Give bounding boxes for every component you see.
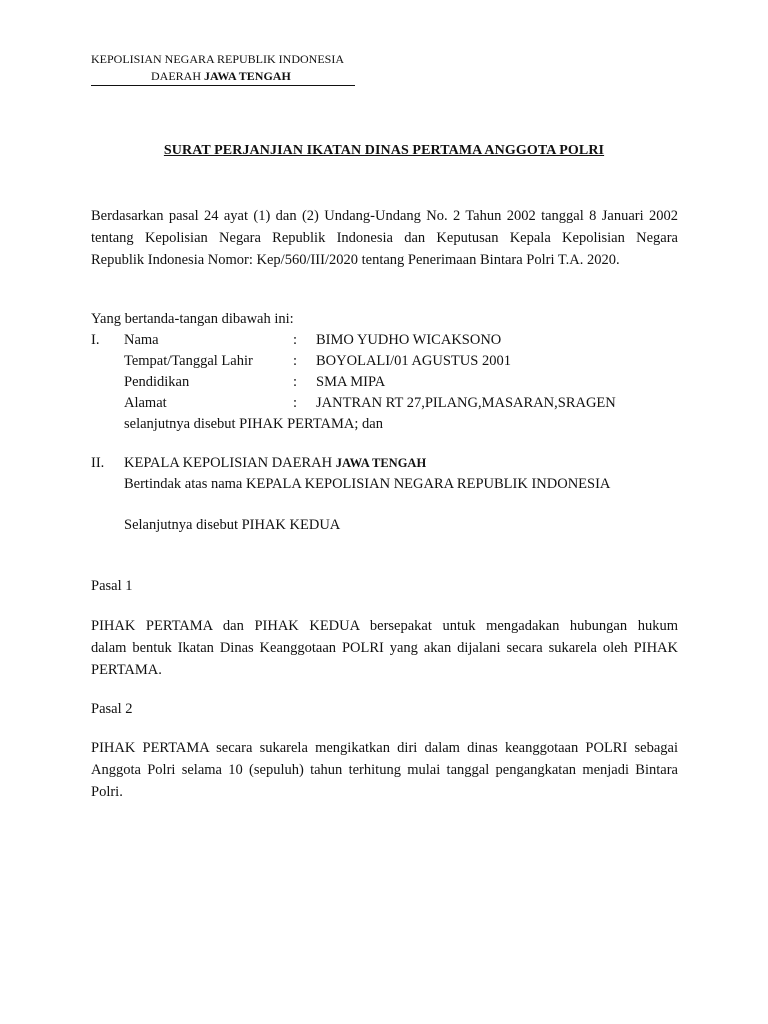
pasal-2-heading: Pasal 2	[91, 701, 133, 717]
field-label: Nama	[124, 332, 159, 348]
party-two-acting: Bertindak atas nama KEPALA KEPOLISIAN NEGARA REPUBLIK INDONESIA	[124, 476, 611, 492]
party-two-closing: Selanjutnya disebut PIHAK KEDUA	[124, 517, 341, 533]
party-two-title-row	[91, 453, 691, 474]
field-colon: :	[293, 353, 298, 369]
party-one-closing: selanjutnya disebut PIHAK PERTAMA; dan	[124, 416, 383, 432]
field-label: Alamat	[124, 395, 167, 411]
pasal-1-line-3: PERTAMA.	[91, 662, 162, 678]
party-two-acting-row	[91, 474, 691, 495]
pasal-2-line-2: Anggota Polri selama 10 (sepuluh) tahun terhitung mulai tanggal pengangkatan menjadi Bintara	[91, 762, 678, 778]
pasal-1-line-2: dalam bentuk Ikatan Dinas Keanggotaan POLRI yang akan dijalani secara sukarela oleh PIHAK	[91, 640, 678, 656]
pasal-1-paragraph	[91, 615, 678, 681]
field-colon: :	[293, 332, 298, 348]
party-two-region: JAWA TENGAH	[335, 456, 427, 470]
party-one-birth-row	[91, 351, 691, 372]
party-one-address-row	[91, 393, 691, 414]
document-title: SURAT PERJANJIAN IKATAN DINAS PERTAMA ANGGOTA POLRI	[163, 143, 605, 158]
party-one-closing-row	[91, 414, 691, 435]
letterhead-region-name: JAWA TENGAH	[204, 69, 291, 83]
party-one-block	[91, 330, 691, 435]
party-two-closing-row	[91, 515, 691, 536]
field-value: JANTRAN RT 27,PILANG,MASARAN,SRAGEN	[316, 395, 616, 411]
letterhead	[91, 51, 355, 86]
party-two-title-prefix: KEPALA KEPOLISIAN DAERAH	[124, 455, 336, 471]
letterhead-region-prefix: DAERAH	[151, 69, 204, 83]
field-colon: :	[293, 395, 298, 411]
field-value: BIMO YUDHO WICAKSONO	[316, 332, 502, 348]
letterhead-region-line	[91, 68, 355, 86]
pasal-2-line-3: Polri.	[91, 784, 123, 800]
intro-paragraph	[91, 205, 678, 271]
party-two-number: II.	[91, 455, 105, 471]
field-label: Pendidikan	[124, 374, 190, 390]
field-value: BOYOLALI/01 AGUSTUS 2001	[316, 353, 511, 369]
field-colon: :	[293, 374, 298, 390]
party-two-title	[124, 453, 426, 474]
intro-line-3: Republik Indonesia Nomor: Kep/560/III/2020 tentang Penerimaan Bintara Polri T.A. 2020.	[91, 252, 620, 268]
party-one-education-row	[91, 372, 691, 393]
intro-line-2: tentang Kepolisian Negara Republik Indonesia dan Keputusan Kepala Kepolisian Negara	[91, 230, 678, 246]
field-label: Tempat/Tanggal Lahir	[124, 353, 253, 369]
party-one-number: I.	[91, 332, 100, 348]
letterhead-institution: KEPOLISIAN NEGARA REPUBLIK INDONESIA	[91, 52, 344, 66]
field-value: SMA MIPA	[316, 374, 386, 390]
pasal-1-line-1: PIHAK PERTAMA dan PIHAK KEDUA bersepakat untuk mengadakan hubungan hukum	[91, 618, 678, 634]
intro-line-1: Berdasarkan pasal 24 ayat (1) dan (2) Undang-Undang No. 2 Tahun 2002 tanggal 8 Januari 2002	[91, 208, 678, 224]
party-one-name-row	[91, 330, 691, 351]
party-two-block	[91, 453, 691, 536]
pasal-1-heading: Pasal 1	[91, 578, 133, 594]
pasal-2-paragraph	[91, 737, 678, 803]
pasal-2-line-1: PIHAK PERTAMA secara sukarela mengikatkan diri dalam dinas keanggotaan POLRI sebagai	[91, 740, 678, 756]
signatories-intro: Yang bertanda-tangan dibawah ini:	[91, 311, 294, 327]
